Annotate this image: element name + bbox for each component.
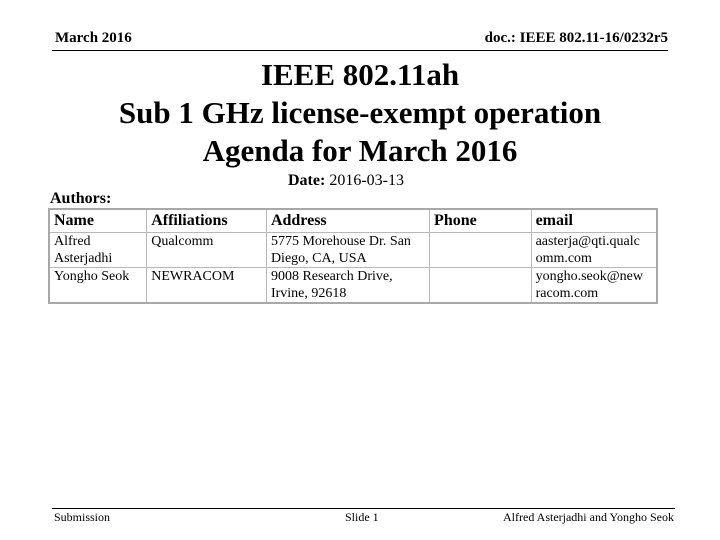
date-value: 2016-03-13: [329, 172, 404, 189]
email-line: omm.com: [535, 251, 592, 266]
table-row: [49, 268, 657, 304]
cell-email: [531, 268, 657, 304]
footer-slide-number: Slide 1: [345, 510, 379, 524]
column-header-address: Address: [266, 209, 429, 233]
column-header-affiliations: Affiliations: [147, 209, 267, 233]
name-line: Yongho Seok: [54, 269, 130, 284]
header-date: March 2016: [55, 30, 132, 46]
address-line: 5775 Morehouse Dr. San: [270, 234, 411, 249]
address-line: Irvine, 92618: [270, 286, 347, 301]
title-line-3: Agenda for March 2016: [202, 133, 518, 168]
date-row: [288, 172, 404, 190]
cell-address: [266, 233, 429, 268]
column-header-email: email: [531, 209, 657, 233]
email-line: yongho.seok@new: [535, 269, 643, 284]
authors-label: Authors:: [50, 190, 112, 207]
address-line: 9008 Research Drive,: [270, 269, 393, 284]
date-label: Date:: [288, 172, 326, 189]
table-row: [49, 233, 657, 268]
cell-address: [266, 268, 429, 304]
cell-name: [49, 233, 147, 268]
column-header-name: Name: [49, 209, 147, 233]
name-line: Alfred: [54, 234, 91, 249]
slide-title: [0, 56, 720, 170]
footer-submission: Submission: [54, 510, 111, 524]
table-header-row: [49, 209, 657, 233]
title-line-1: IEEE 802.11ah: [260, 57, 460, 92]
footer-divider: [52, 508, 675, 509]
title-line-2: Sub 1 GHz license-exempt operation: [118, 95, 602, 130]
cell-phone: [430, 233, 532, 268]
email-line: aasterja@qti.qualc: [535, 234, 640, 249]
column-header-phone: Phone: [430, 209, 532, 233]
cell-email: [531, 233, 657, 268]
cell-affiliation: NEWRACOM: [147, 268, 267, 304]
email-line: racom.com: [535, 286, 599, 301]
name-line: Asterjadhi: [54, 251, 113, 266]
header-divider: [52, 50, 668, 51]
address-line: Diego, CA, USA: [270, 251, 367, 266]
header-doc-id: doc.: IEEE 802.11-16/0232r5: [484, 30, 668, 46]
cell-phone: [430, 268, 532, 304]
cell-affiliation: Qualcomm: [147, 233, 267, 268]
authors-table: [48, 208, 658, 304]
footer-authors: Alfred Asterjadhi and Yongho Seok: [503, 510, 674, 524]
cell-name: [49, 268, 147, 304]
